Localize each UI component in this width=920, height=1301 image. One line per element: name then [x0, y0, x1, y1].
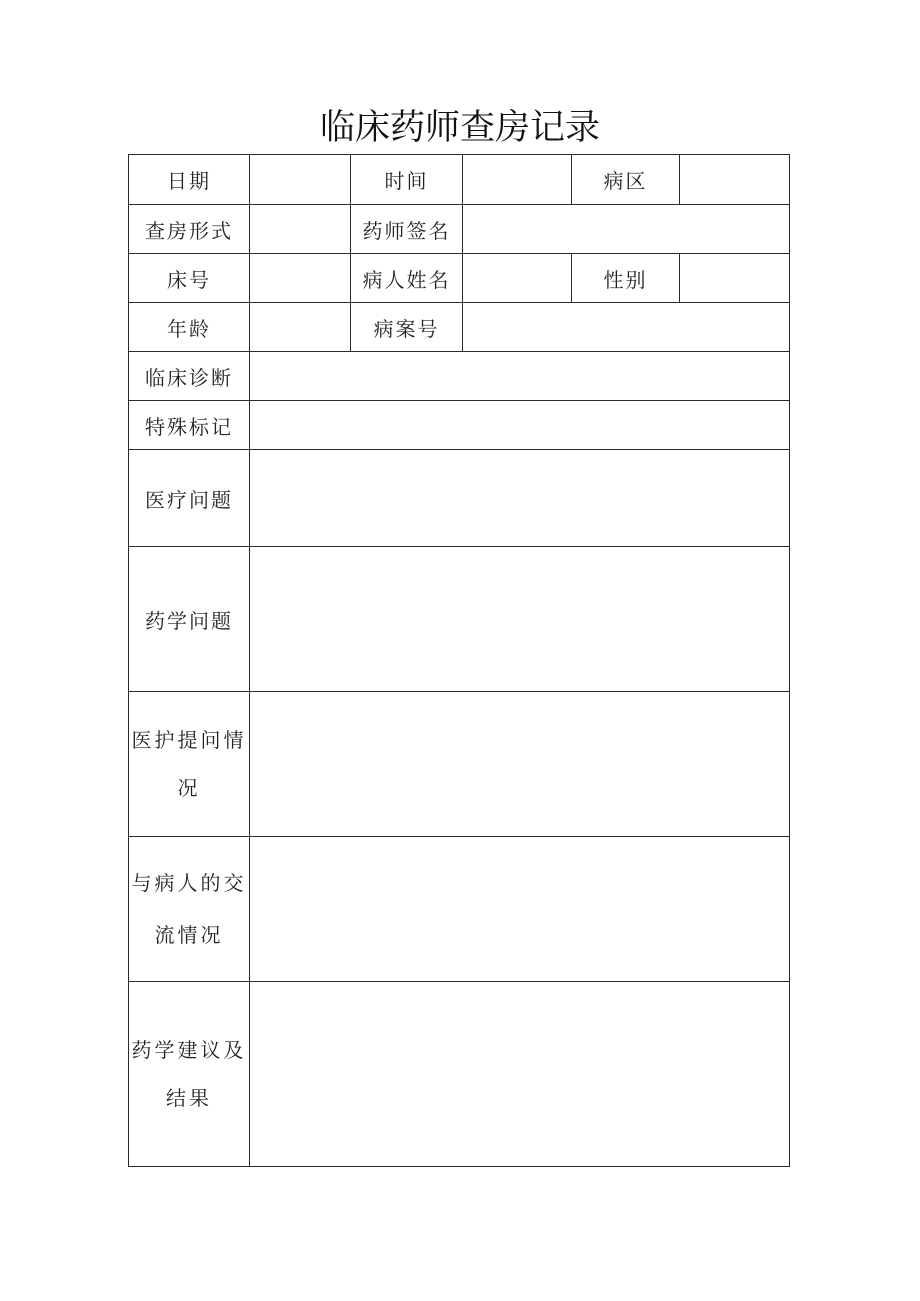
time-field[interactable] — [463, 155, 572, 205]
table-row-diagnosis — [129, 352, 790, 401]
medical-issues-label: 医疗问题 — [129, 450, 250, 547]
date-label: 日期 — [129, 155, 250, 205]
patient-communication-field[interactable] — [250, 837, 790, 982]
table-row-special-mark — [129, 401, 790, 450]
ward-round-record-table — [128, 154, 790, 1167]
sex-label: 性别 — [572, 254, 680, 303]
date-field[interactable] — [250, 155, 351, 205]
medical-record-number-label: 病案号 — [351, 303, 463, 352]
pharmacy-issues-label: 药学问题 — [129, 547, 250, 692]
pharmacy-advice-label: 药学建议及结果 — [131, 1038, 247, 1110]
clinical-diagnosis-label: 临床诊断 — [129, 352, 250, 401]
staff-questions-field[interactable] — [250, 692, 790, 837]
table-row-pharmacy-issues — [129, 547, 790, 692]
clinical-diagnosis-field[interactable] — [250, 352, 790, 401]
patient-communication-label-cell — [129, 837, 250, 982]
special-mark-field[interactable] — [250, 401, 790, 450]
table-row-date — [129, 155, 790, 205]
patient-name-field[interactable] — [463, 254, 572, 303]
page-title: 临床药师查房记录 — [319, 108, 600, 148]
bed-number-field[interactable] — [250, 254, 351, 303]
sex-field[interactable] — [680, 254, 790, 303]
table-row-patient-communication — [129, 837, 790, 982]
pharmacist-signature-field[interactable] — [463, 205, 790, 254]
ward-field[interactable] — [680, 155, 790, 205]
patient-name-label: 病人姓名 — [351, 254, 463, 303]
pharmacy-advice-field[interactable] — [250, 982, 790, 1167]
medical-record-number-field[interactable] — [463, 303, 790, 352]
round-form-field[interactable] — [250, 205, 351, 254]
staff-questions-label-cell — [129, 692, 250, 837]
pharmacy-advice-label-cell — [129, 982, 250, 1167]
table-row-medical-issues — [129, 450, 790, 547]
time-label: 时间 — [351, 155, 463, 205]
table-row-pharmacy-advice — [129, 982, 790, 1167]
table-row-staff-questions — [129, 692, 790, 837]
staff-questions-label: 医护提问情况 — [131, 728, 247, 800]
round-form-label: 查房形式 — [129, 205, 250, 254]
ward-label: 病区 — [572, 155, 680, 205]
age-label: 年龄 — [129, 303, 250, 352]
pharmacy-issues-field[interactable] — [250, 547, 790, 692]
table-row-age — [129, 303, 790, 352]
patient-communication-label: 与病人的交流情况 — [131, 871, 247, 947]
table-row-bed — [129, 254, 790, 303]
special-mark-label: 特殊标记 — [129, 401, 250, 450]
pharmacist-signature-label: 药师签名 — [351, 205, 463, 254]
age-field[interactable] — [250, 303, 351, 352]
bed-number-label: 床号 — [129, 254, 250, 303]
table-row-round-form — [129, 205, 790, 254]
medical-issues-field[interactable] — [250, 450, 790, 547]
